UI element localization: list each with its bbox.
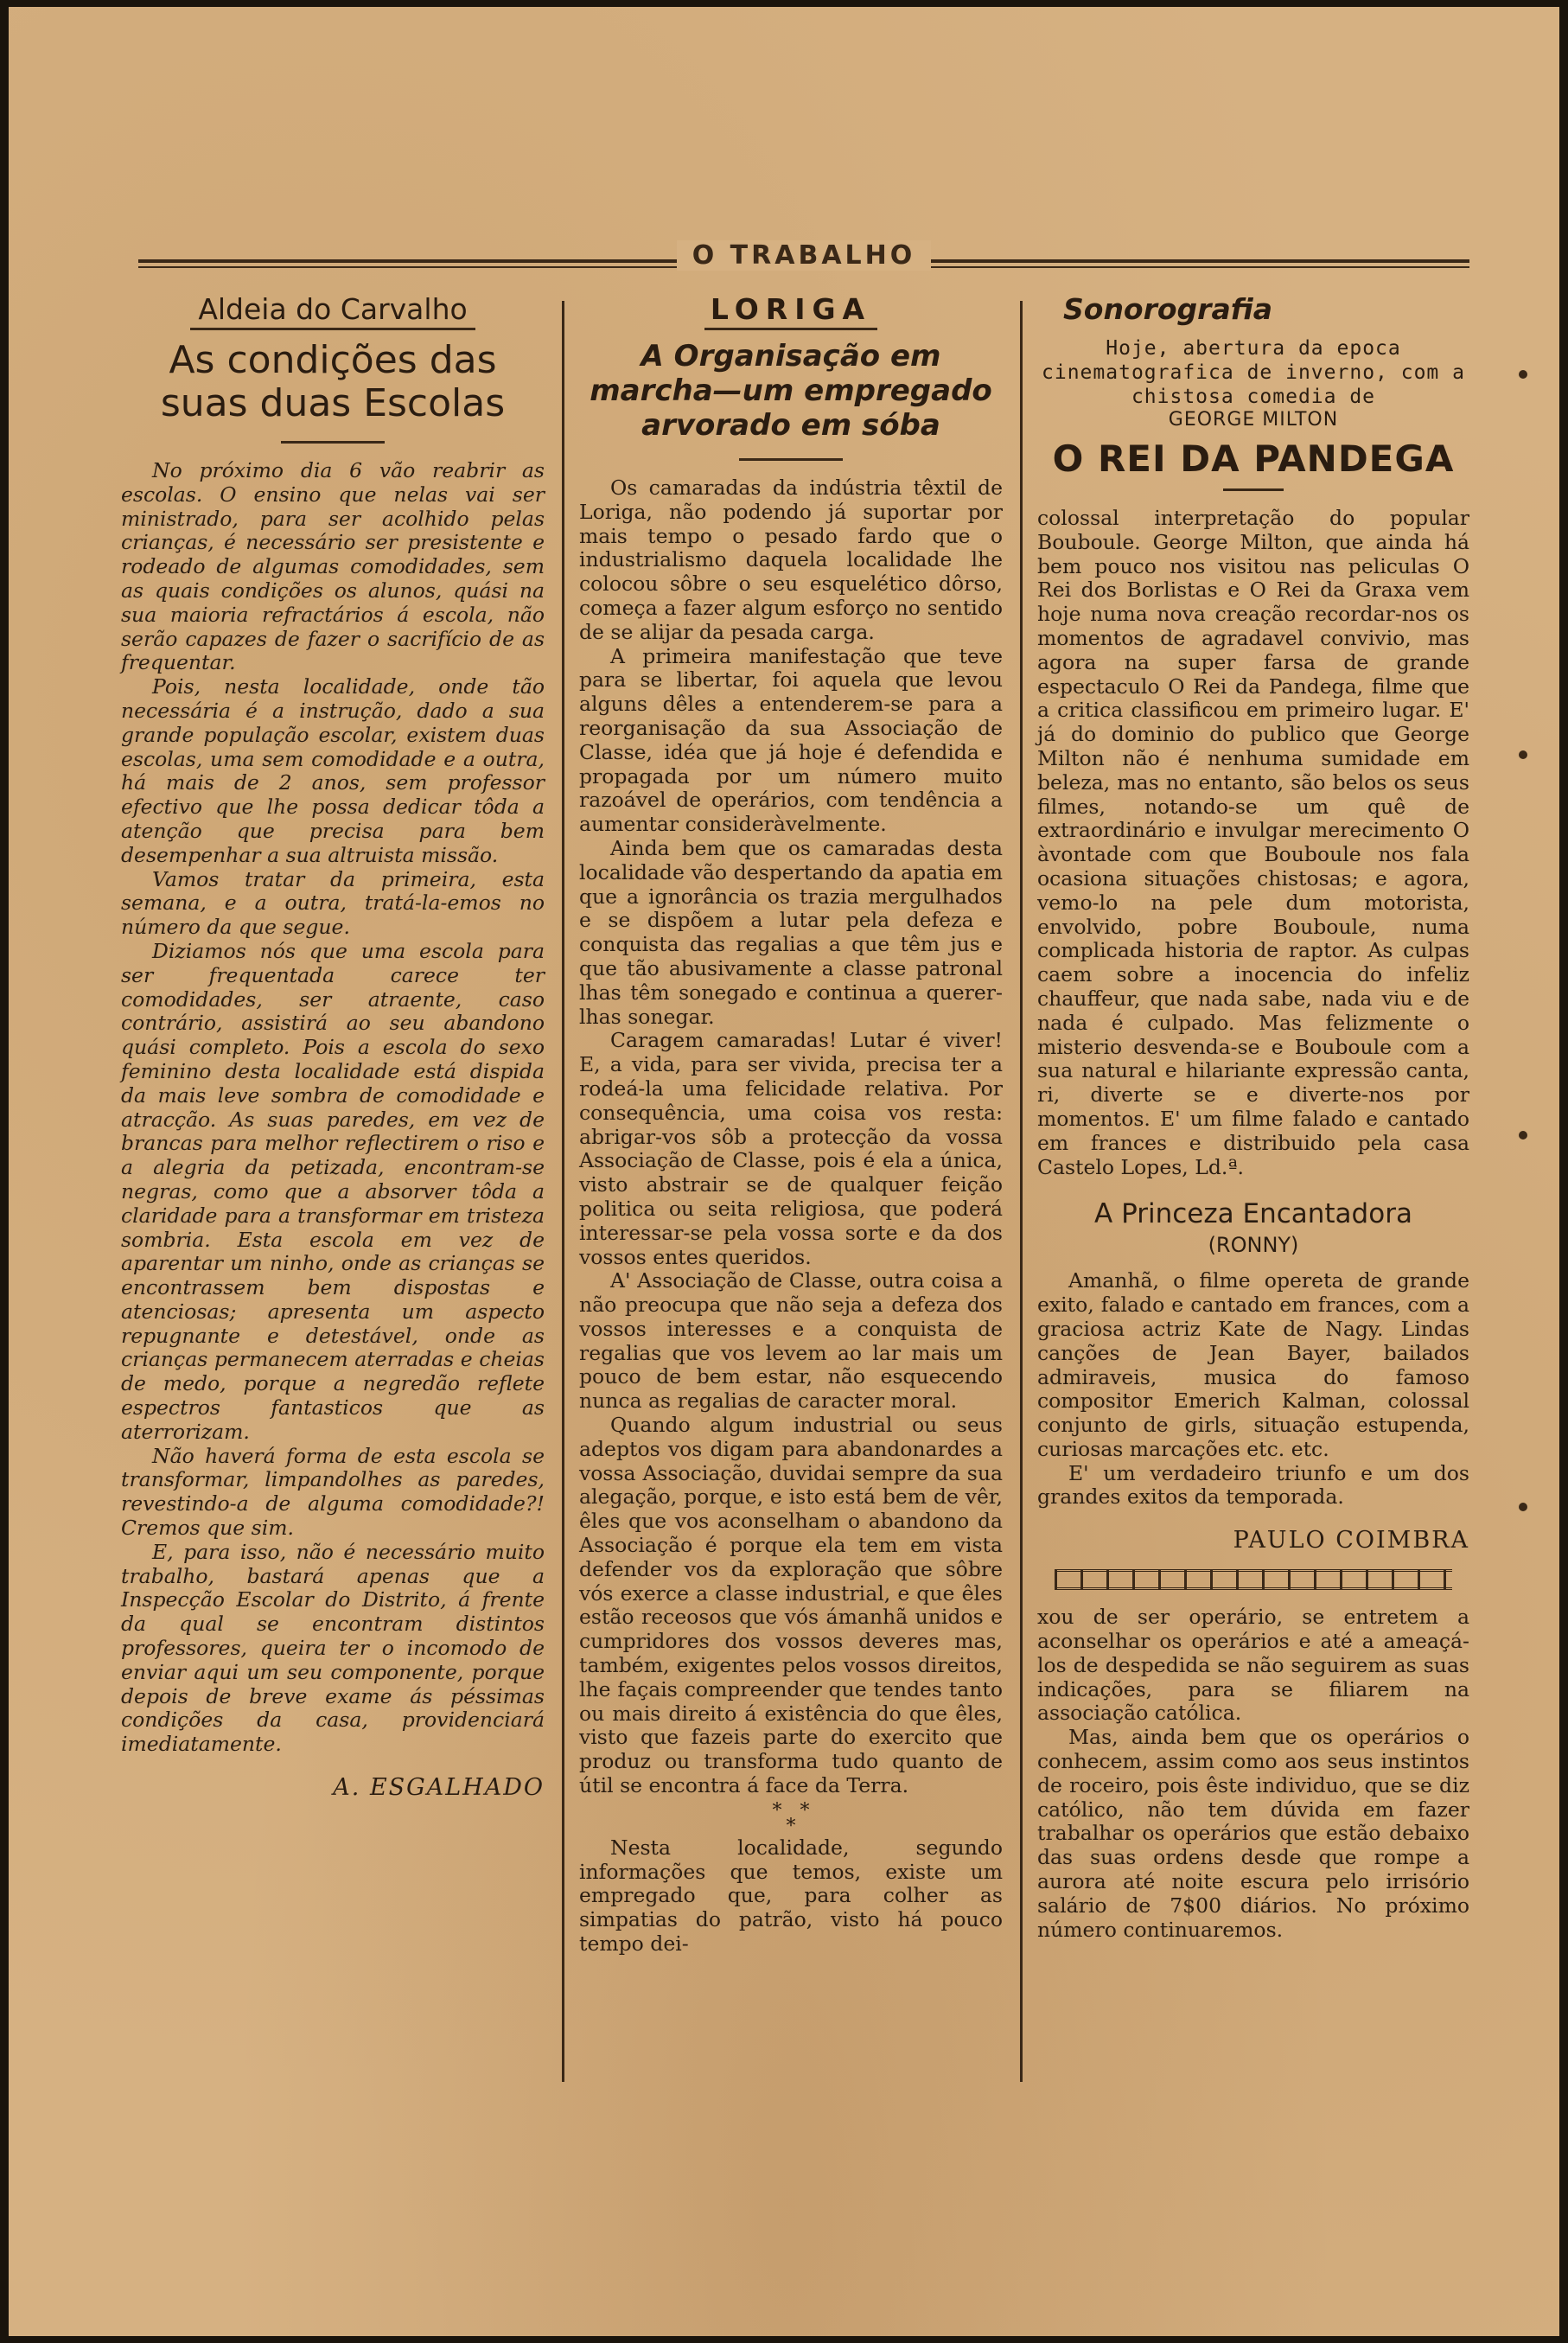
paragraph: A' Associação de Classe, outra coisa a não preocupa que não seja a defeza dos vossos interesses e a conquista de regalias que vos levem ao lar mais um pouco de bem estar, não esquecendo nunca as regalias de caracter moral.: [579, 1268, 1003, 1414]
article-headline: A Organisação em marcha—um empregado arvorado em sóba: [590, 339, 992, 443]
paragraph: Os camaradas da indústria têxtil de Loriga, não podendo já suportar por mais tempo o pesado fardo que o industrialismo daquela localidade lhe colocou sôbre o seu esquelético dôrso, começa a fazer algum esforço no sentido de se alijar da pesada carga.: [579, 476, 1003, 644]
paragraph: Ainda bem que os camaradas desta localidade vão despertando da apatia em que a ignorância os trazia mergulhados e se dispõem a lutar pela defeza e conquista das regalias a que têm jus e que tão abusivamente a classe patronal lhas têm sonegado e continua a querer-lhas sonegar.: [579, 835, 1003, 1029]
article-body: [1037, 507, 1469, 1179]
paragraph: A primeira manifestação que teve para se libertar, foi aquela que levou alguns dêles a entenderem-se para a reorganisação da sua Associação de Classe, idéa que já hoje é defendida e propagada por um número muito razoável de operários, com tendência a aumentar consideràvelmente.: [579, 643, 1003, 837]
paragraph: Caragem camaradas! Lutar é viver! E, a vida, para ser vivida, precisa ter a rodeá-la uma felicidade relativa. Por consequência, uma coisa vos resta: abrigar-vos sôb a protecção da vossa Associação de Classe, pois é ela a única, visto abstrair se de qualquer feição politica ou seita religiosa, que poderá interessar-se pela vossa sorte e da dos vossos entes queridos.: [579, 1028, 1003, 1269]
column-divider: [1020, 301, 1023, 2082]
article-aldeia-do-carvalho: [121, 292, 545, 2155]
paragraph: Diziamos nós que uma escola para ser frequentada carece ter comodidades, ser atraente, caso contrário, assistirá ao seu abandono quási completo. Pois a escola do sexo feminino desta localidade está dispida da mais leve sombra de comodidade e atracção. As suas paredes, em vez de brancas para melhor reflectirem o riso e a alegria da petizada, encontram-se negras, como que a absorver tôda a claridade para a transformar em tristeza sombria. Esta escola em vez de aparentar um ninho, onde as crianças se encontrassem bem dispostas e atenciosas; apresenta um aspecto repugnante e detestável, onde as crianças permanecem aterradas e cheias de medo, porque a negredão reflete espectros fantasticos que as aterrorizam.: [121, 938, 545, 1444]
article-headline: As condições das suas duas Escolas: [160, 338, 506, 425]
article-loriga: [579, 292, 1003, 2155]
ornamental-divider: [1055, 1569, 1452, 1590]
article-signature: PAULO COIMBRA: [1233, 1527, 1469, 1555]
film-title: O REI DA PANDEGA: [1052, 437, 1455, 480]
article-body: [579, 476, 1003, 1957]
article-kicker: Aldeia do Carvalho: [190, 292, 475, 330]
paragraph: Vamos tratar da primeira, esta semana, e a outra, tratá-la-emos no número da que segue.: [121, 866, 545, 940]
paragraph: xou de ser operário, se entretem a aconselhar os operários e até a ameaçá-los de despedida se não seguirem as suas indicações, para se filiarem na associação católica.: [1037, 1605, 1469, 1726]
continued-article-body: [1037, 1606, 1469, 1942]
article-kicker: Sonorografia: [1063, 292, 1272, 326]
binder-hole: [1519, 750, 1527, 759]
paragraph: Amanhã, o filme opereta de grande exito, falado e cantado em frances, com a graciosa actriz Kate de Nagy. Lindas canções de Jean Bayer, bailados admiraveis, musica do famoso compositor Emerich Kalman, colossal conjunto de girls, situação estupenda, curiosas marcações etc. etc.: [1037, 1268, 1469, 1461]
newspaper-title: O TRABALHO: [677, 240, 932, 271]
article-signature: A. ESGALHADO: [333, 1774, 545, 1802]
film-subtitle: A Princeza Encantadora: [1094, 1198, 1412, 1230]
paragraph: Quando algum industrial ou seus adeptos vos digam para abandonardes a vossa Associação, duvidai sempre da sua alegação, porque, e isto está bem de vêr, êles que vos aconselham o abandono da Associação é porque ela tem em vista defender vos da exploração que sôbre vós exerce a classe industrial, e que êles estão receosos que vós ámanhã unidos e cumpridores dos vossos deveres mas, também, exigentes pelos vossos direitos, lhe façais compreender que tendes tanto ou mais direito á existência do que êles, visto que fazeis parte do exercito que produz ou transforma tudo quanto de útil se encontra á face da Terra.: [579, 1413, 1003, 1798]
binder-hole: [1519, 370, 1527, 379]
paragraph: colossal interpretação do popular Bouboule. George Milton, que ainda há bem pouco nos visitou nas peliculas O Rei dos Borlistas e O Rei da Graxa vem hoje numa nova creação recordar-nos os momentos de agradavel convivio, mas agora na super farsa de grande espectaculo O Rei da Pandega, filme que a critica classificou em primeiro lugar. E' já do dominio do publico que George Milton não é nenhuma sumidade em beleza, mas no entanto, são belos os seus filmes, notando-se um quê de extraordinário e invulgar merecimento O àvontade com que Bouboule nos fala ocasiona situações chistosas; e agora, vemo-lo na pele dum motorista, envolvido, pobre Bouboule, numa complicada historia de raptor. As culpas caem sobre a inocencia do infeliz chauffeur, que nada sabe, nada viu e de nada é culpado. Mas felizmente o misterio desvenda-se e Bouboule com a sua natural e hilariante expressão canta, ri, diverte se e diverte-nos por momentos. E' um filme falado e cantado em frances e distribuido pela casa Castelo Lopes, Ld.ª.: [1037, 506, 1469, 1179]
article-sonorografia: [1037, 292, 1469, 2155]
masthead: [138, 239, 1469, 271]
article-intro: Hoje, abertura da epoca cinematografica de inverno, com a chistosa comedia de: [1042, 337, 1465, 408]
paragraph: Nesta localidade, segundo informações que temos, existe um empregado que, para colher as simpatias do patrão, visto há pouco tempo dei-: [579, 1835, 1003, 1957]
newspaper-page: [9, 7, 1559, 2336]
binder-hole: [1519, 1503, 1527, 1511]
divider: [739, 458, 843, 461]
article-body: [121, 459, 545, 1757]
paragraph: No próximo dia 6 vão reabrir as escolas. O ensino que nelas vai ser ministrado, para ser acolhido pelas crianças, é necessário ser presistente e rodeado de algumas comodidades, sem as quais condições os alunos, quási na sua maioria refractários á escola, não serão capazes de fazer o sacrifício de as frequentar.: [121, 458, 545, 675]
film-author: GEORGE MILTON: [1168, 409, 1339, 431]
paragraph: Pois, nesta localidade, onde tão necessária é a instrução, dado a sua grande população escolar, existem duas escolas, uma sem comodidade e a outra, há mais de 2 anos, sem professor efectivo que lhe possa dedicar tôda a atenção que precisa para bem desempenhar a sua altruista missão.: [121, 674, 545, 867]
binder-hole: [1519, 1131, 1527, 1140]
article-kicker: LORIGA: [704, 292, 877, 330]
section-stars: * * *: [772, 1799, 810, 1837]
column-divider: [562, 301, 564, 2082]
paragraph: E' um verdadeiro triunfo e um dos grandes exitos da temporada.: [1037, 1460, 1469, 1510]
divider: [281, 441, 385, 444]
paragraph: Não haverá forma de esta escola se transformar, limpandolhes as paredes, revestindo-a de alguma comodidade?! Cremos que sim.: [121, 1443, 545, 1541]
film-subtitle-note: (RONNY): [1208, 1233, 1299, 1258]
paragraph: Mas, ainda bem que os operários o conhecem, assim como aos seus instintos de roceiro, pois êste individuo, que se diz católico, não tem dúvida em fazer trabalhar os operários que estão debaixo das suas ordens desde que rompe a aurora até noite escura pelo irrisório salário de 7$00 diários. No próximo número continuaremos.: [1037, 1725, 1469, 1942]
article-body: [1037, 1269, 1469, 1510]
divider: [1223, 488, 1284, 491]
paragraph: E, para isso, não é necessário muito trabalho, bastará apenas que a Inspecção Escolar do Distrito, á frente da qual se encontram distintos professores, queira ter o incomodo de enviar aqui um seu componente, porque depois de breve exame ás péssimas condições da casa, providenciará imediatamente.: [121, 1539, 545, 1757]
